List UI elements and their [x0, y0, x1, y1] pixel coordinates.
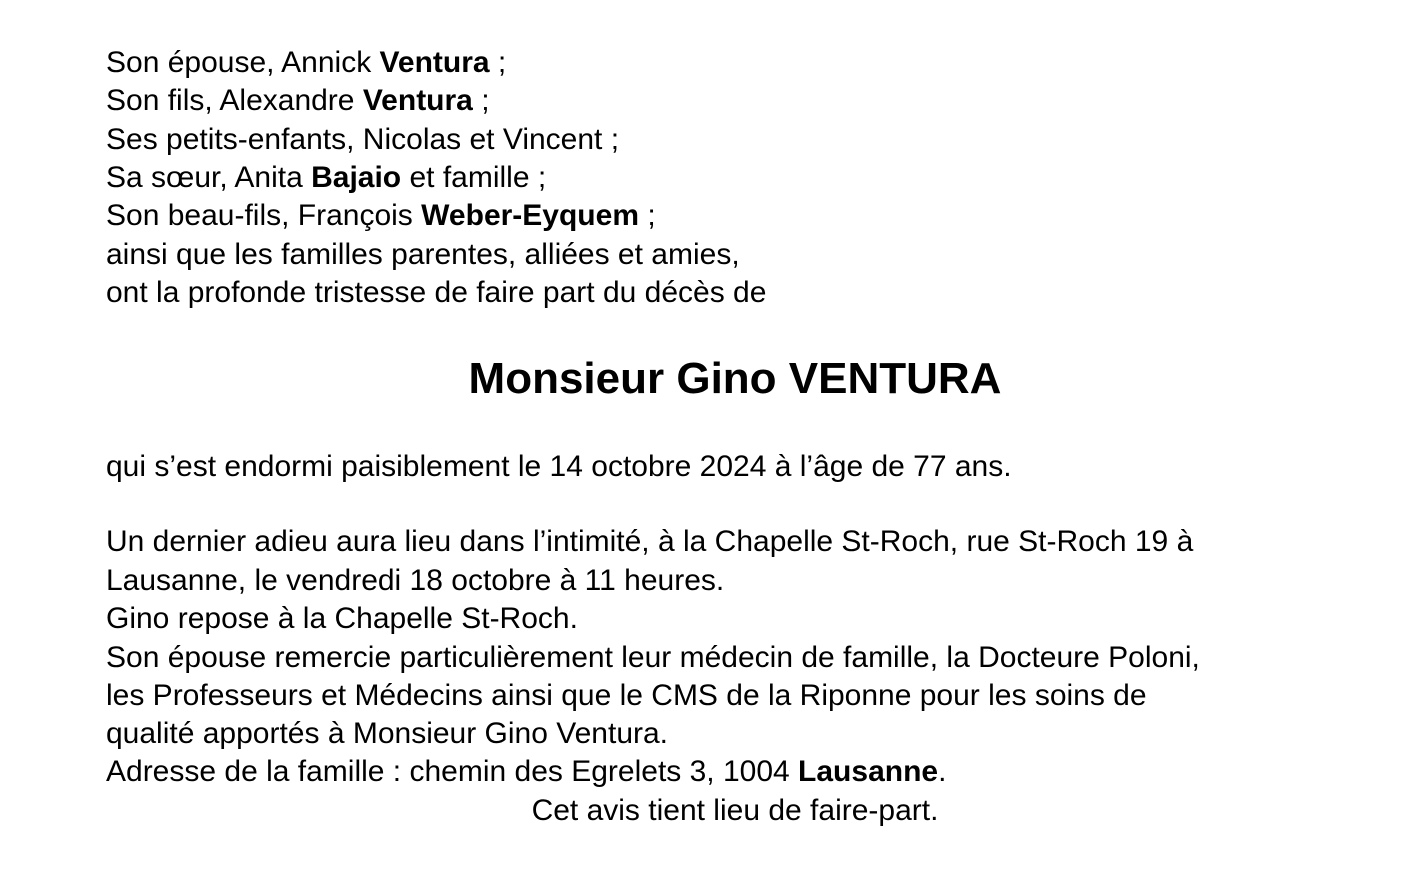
family-line-stepson: Son beau-fils, François Weber-Eyquem ; [106, 199, 656, 232]
family-line-son: Son fils, Alexandre Ventura ; [106, 84, 490, 117]
details-line: Gino repose à la Chapelle St-Roch. [106, 602, 578, 635]
family-address: Adresse de la famille : chemin des Egrelets 3, 1004 Lausanne. [106, 755, 947, 788]
details-line: Un dernier adieu aura lieu dans l’intimité, à la Chapelle St-Roch, rue St-Roch 19 à [106, 525, 1194, 558]
family-line-sister: Sa sœur, Anita Bajaio et famille ; [106, 161, 547, 194]
details-line: qualité apportés à Monsieur Gino Ventura. [106, 717, 669, 750]
family-line-relatives: ainsi que les familles parentes, alliées et amies, [106, 238, 740, 271]
closing-note: Cet avis tient lieu de faire-part. [531, 794, 939, 827]
family-line-announcement: ont la profonde tristesse de faire part du décès de [106, 276, 767, 309]
passing-statement: qui s’est endormi paisiblement le 14 octobre 2024 à l’âge de 77 ans. [106, 450, 1012, 483]
family-line-grandchildren: Ses petits-enfants, Nicolas et Vincent ; [106, 123, 620, 156]
details-line: les Professeurs et Médecins ainsi que le CMS de la Riponne pour les soins de [106, 679, 1147, 712]
obituary-notice [106, 0, 1366, 876]
deceased-name: Monsieur Gino VENTURA [468, 354, 1002, 403]
details-line: Son épouse remercie particulièrement leur médecin de famille, la Docteure Poloni, [106, 641, 1200, 674]
family-line-spouse: Son épouse, Annick Ventura ; [106, 46, 507, 79]
details-line: Lausanne, le vendredi 18 octobre à 11 heures. [106, 564, 725, 597]
